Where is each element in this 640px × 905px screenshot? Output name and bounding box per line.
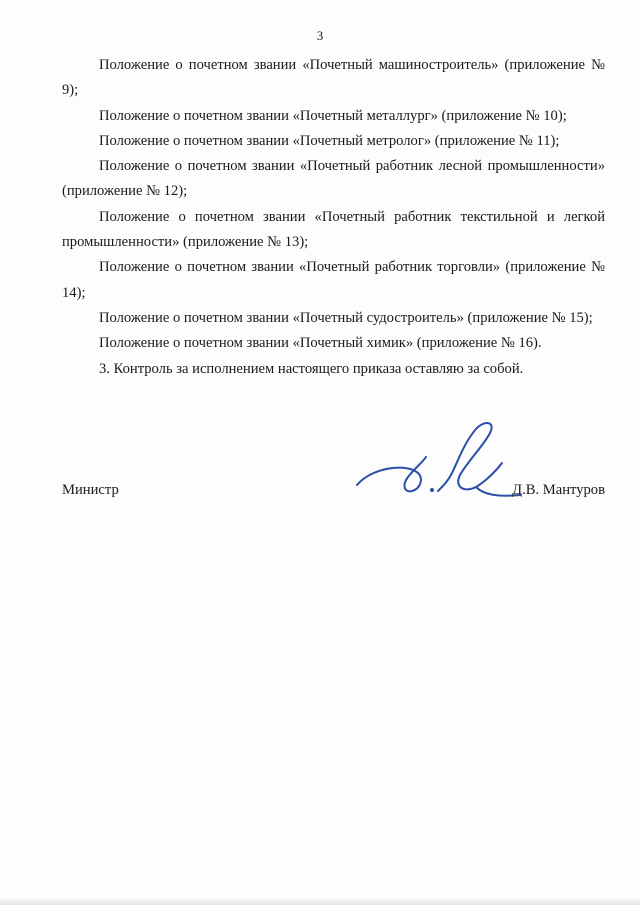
document-body xyxy=(62,53,605,382)
signer-name: Д.В. Мантуров xyxy=(512,482,605,498)
page-number: 3 xyxy=(316,28,324,43)
paragraph-appendix-12: Положение о почетном звании «Почетный работник лесной промышленности» (приложение № 12); xyxy=(62,158,605,200)
paragraph-control-clause: 3. Контроль за исполнением настоящего приказа оставляю за собой. xyxy=(99,360,524,377)
paragraph-appendix-16: Положение о почетном звании «Почетный химик» (приложение № 16). xyxy=(99,335,542,352)
scan-bottom-edge xyxy=(0,898,640,905)
paragraph-appendix-10: Положение о почетном звании «Почетный металлург» (приложение № 10); xyxy=(99,107,567,124)
signer-position: Министр xyxy=(62,482,119,498)
paragraph-appendix-15: Положение о почетном звании «Почетный судостроитель» (приложение № 15); xyxy=(99,309,593,326)
paragraph-appendix-14: Положение о почетном звании «Почетный работник торговли» (приложение № 14); xyxy=(62,259,605,301)
handwritten-signature xyxy=(352,415,522,500)
paragraph-appendix-11: Положение о почетном звании «Почетный метролог» (приложение № 11); xyxy=(99,132,560,149)
paragraph-appendix-13: Положение о почетном звании «Почетный работник текстильной и легкой промышленности» (приложение № 13); xyxy=(62,208,605,251)
paragraph-appendix-9: Положение о почетном звании «Почетный машиностроитель» (приложение № 9); xyxy=(62,57,605,99)
